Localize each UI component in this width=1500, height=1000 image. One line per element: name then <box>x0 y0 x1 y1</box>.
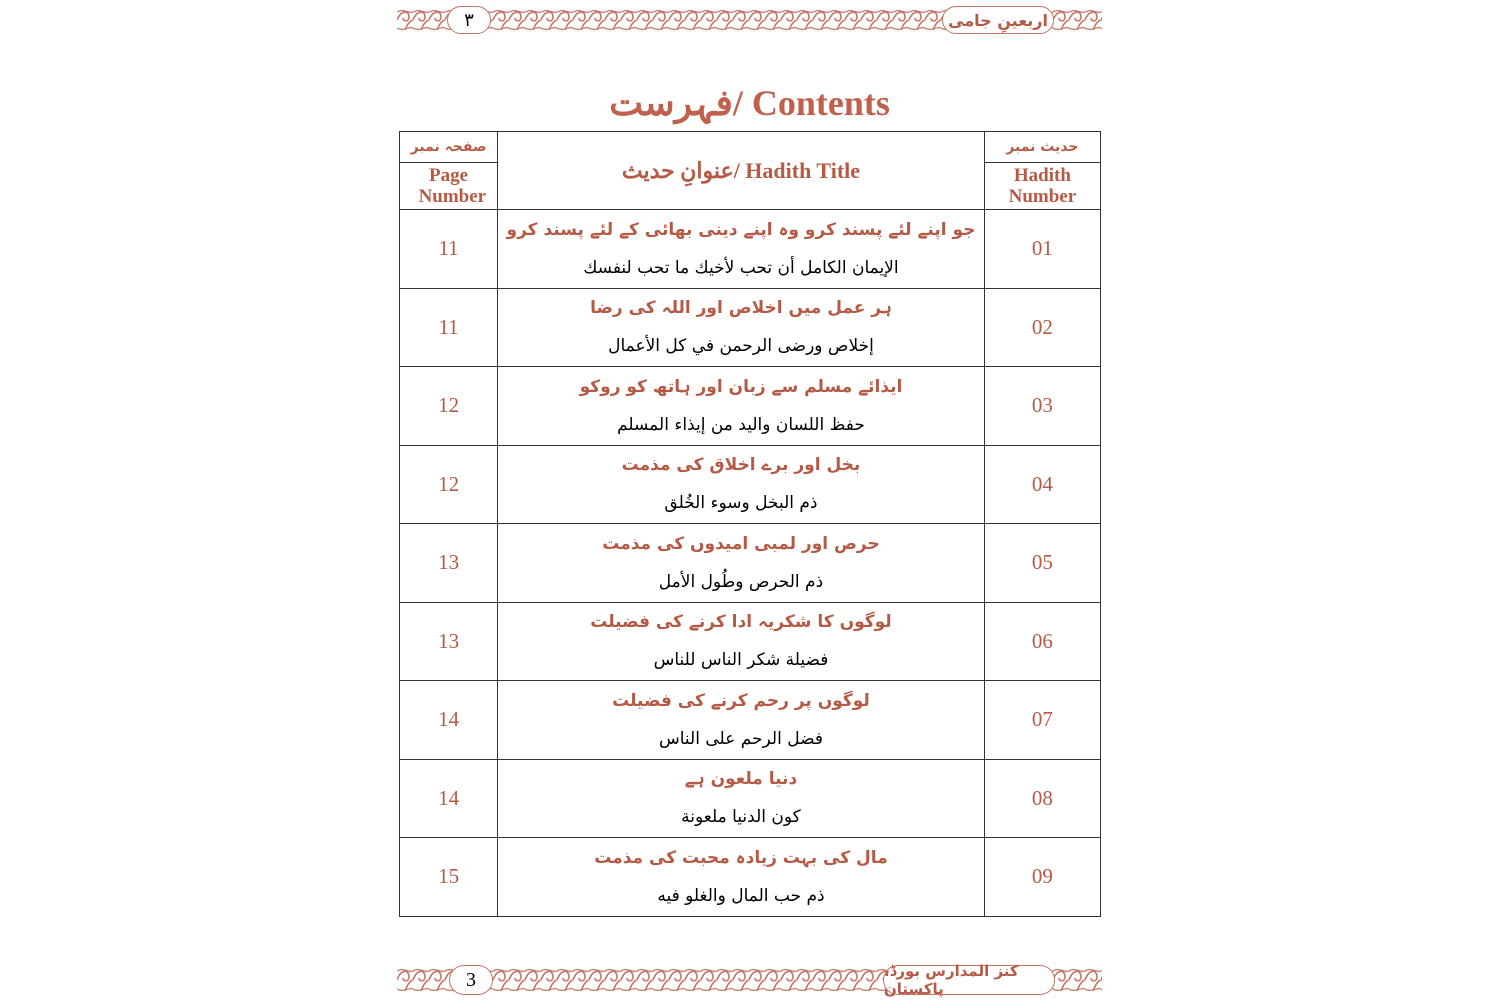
title-urdu: بخل اور برے اخلاق کی مذمت <box>621 455 861 476</box>
title-arabic: ذم حب المال والغلو فيه <box>657 885 825 906</box>
page-number-cell: 15 <box>400 838 498 917</box>
hadith-number-cell: 06 <box>984 602 1100 681</box>
hadith-number-cell: 05 <box>984 524 1100 603</box>
hadith-number-cell: 09 <box>984 838 1100 917</box>
title-cell <box>498 288 985 367</box>
title-urdu: جو اپنے لئے پسند کرو وہ اپنے دینی بھائی کے لئے پسند کرو <box>506 219 976 240</box>
title-arabic: حفظ اللسان واليد من إيذاء المسلم <box>617 414 865 435</box>
page-number-cell: 13 <box>400 602 498 681</box>
title-urdu: ہر عمل میں اخلاص اور اللہ کی رضا <box>590 298 892 319</box>
header-band <box>397 6 1102 34</box>
footer-publisher: کنز المدارس بورڈ، پاکستان <box>883 965 1055 995</box>
page-title: فہرست/ Contents <box>609 83 890 123</box>
title-arabic: ذم الحرص وطُول الأمل <box>658 571 824 592</box>
page-number-cell: 13 <box>400 524 498 603</box>
page-number-cell: 12 <box>400 445 498 524</box>
title-cell <box>498 838 985 917</box>
table-row <box>400 681 1101 760</box>
table-row <box>400 602 1101 681</box>
title-arabic: إخلاص ورضى الرحمن في كل الأعمال <box>608 336 874 357</box>
hadith-number-cell: 01 <box>984 210 1100 289</box>
title-urdu: مال کی بہت زیادہ محبت کی مذمت <box>594 847 888 868</box>
hadith-number-cell: 07 <box>984 681 1100 760</box>
page-number-cell: 11 <box>400 210 498 289</box>
title-urdu: دنیا ملعون ہے <box>684 769 798 790</box>
header-hadith-title: عنوانِ حدیث/ Hadith Title <box>498 132 985 210</box>
title-cell <box>498 367 985 446</box>
contents-table <box>399 131 1101 917</box>
title-arabic: كون الدنيا ملعونة <box>681 807 801 828</box>
table-row <box>400 367 1101 446</box>
hadith-number-cell: 08 <box>984 759 1100 838</box>
page-number-cell: 12 <box>400 367 498 446</box>
header-page-number: ٣ <box>447 6 491 34</box>
header-book-title: اربعینِ جامی <box>942 6 1054 34</box>
title-arabic: ذم البخل وسوء الخُلق <box>664 493 818 514</box>
title-arabic: فضيلة شكر الناس للناس <box>653 650 829 671</box>
page-number-cell: 14 <box>400 681 498 760</box>
table-row <box>400 210 1101 289</box>
hadith-number-cell: 04 <box>984 445 1100 524</box>
hadith-number-cell: 03 <box>984 367 1100 446</box>
page-number-label-text: Page Number <box>418 165 487 207</box>
title-cell <box>498 759 985 838</box>
title-arabic: فضل الرحم على الناس <box>658 728 823 749</box>
table-row <box>400 759 1101 838</box>
title-urdu: ایذائے مسلم سے زبان اور ہاتھ کو روکو <box>579 376 903 397</box>
header-hadith-number-label <box>984 163 1100 210</box>
page-number-cell: 14 <box>400 759 498 838</box>
title-cell <box>498 602 985 681</box>
hadith-number-label-text: Hadith Number <box>1008 165 1077 207</box>
title-cell <box>498 524 985 603</box>
table-row <box>400 445 1101 524</box>
table-row <box>400 838 1101 917</box>
hadith-number-cell: 02 <box>984 288 1100 367</box>
title-cell <box>498 445 985 524</box>
footer-band <box>397 964 1102 996</box>
header-number-urdu: حدیث نمبر <box>984 132 1100 163</box>
title-cell <box>498 681 985 760</box>
title-cell <box>498 210 985 289</box>
table-row <box>400 288 1101 367</box>
title-urdu: لوگوں پر رحم کرنے کی فضیلت <box>612 690 870 711</box>
title-urdu: لوگوں کا شکریہ ادا کرنے کی فضیلت <box>590 612 892 633</box>
table-row <box>400 524 1101 603</box>
header-page-urdu: صفحہ نمبر <box>400 132 498 163</box>
title-arabic: الإيمان الكامل أن تحب لأخيك ما تحب لنفسك <box>583 257 899 278</box>
footer-page-number: 3 <box>449 965 493 995</box>
page-number-cell: 11 <box>400 288 498 367</box>
header-page-number-label <box>400 163 498 210</box>
title-urdu: حرص اور لمبی امیدوں کی مذمت <box>602 533 880 554</box>
